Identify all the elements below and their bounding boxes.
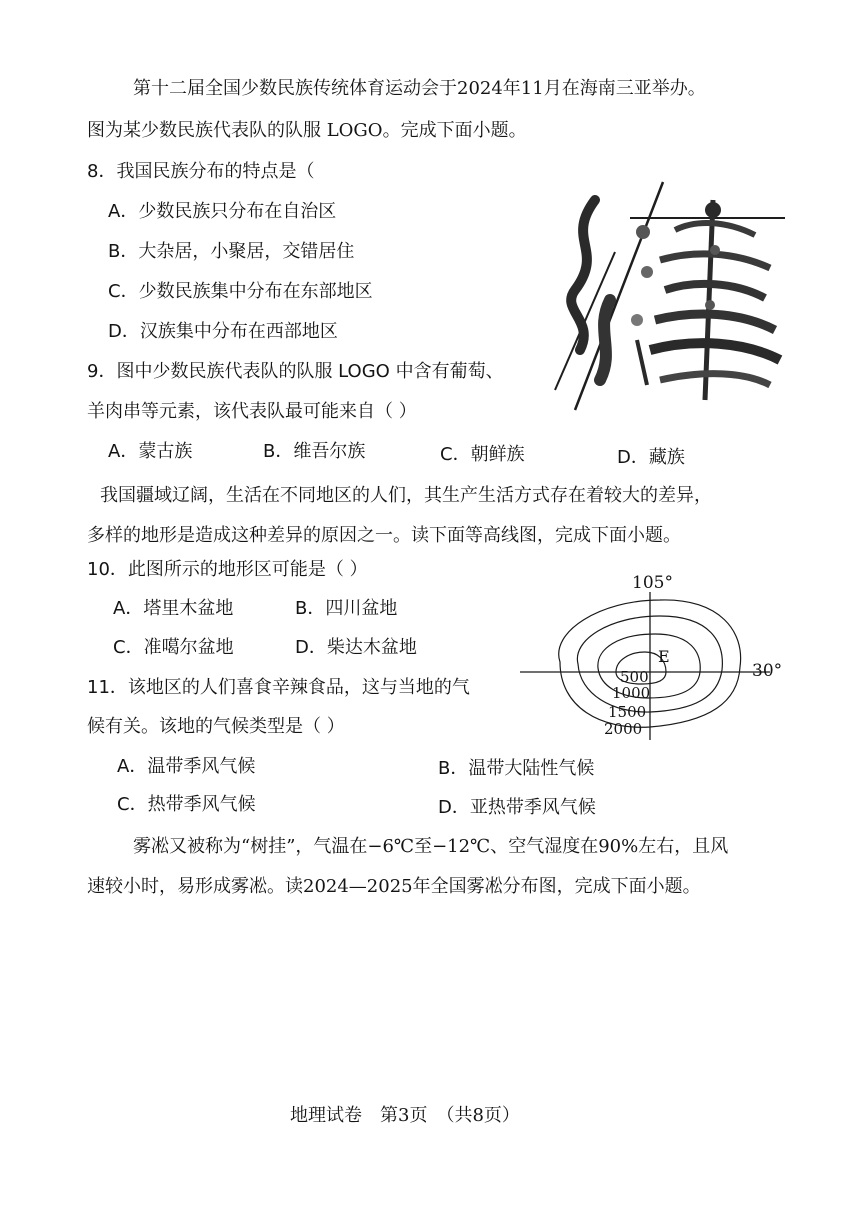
q11-option-a: A．温带季风气候 xyxy=(117,756,256,777)
q10-option-c: C．准噶尔盆地 xyxy=(113,637,234,658)
q10-option-d: D．柴达木盆地 xyxy=(295,637,417,658)
page-footer: 地理试卷 第3页 （共8页） xyxy=(290,1105,520,1126)
latitude-label: 30° xyxy=(752,661,783,681)
longitude-label: 105° xyxy=(632,573,673,593)
q11-option-b: B．温带大陆性气候 xyxy=(438,758,595,779)
contour-label-1000: 1000 xyxy=(612,684,651,702)
q8-option-a: A．少数民族只分布在自治区 xyxy=(108,201,337,222)
q10-option-a: A．塔里木盆地 xyxy=(113,598,234,619)
q9-stem-line1: 9．图中少数民族代表队的队服 LOGO 中含有葡萄、 xyxy=(87,361,504,382)
contour-label-1500: 1500 xyxy=(608,703,647,721)
intro1-line2: 图为某少数民族代表队的队服 LOGO。完成下面小题。 xyxy=(87,120,527,141)
point-e-label: E xyxy=(658,647,670,666)
contour-map xyxy=(520,572,790,742)
contour-label-2000: 2000 xyxy=(604,720,643,738)
q8-stem: 8．我国民族分布的特点是（ xyxy=(87,161,315,182)
team-logo-image xyxy=(555,180,785,410)
q8-option-b: B．大杂居，小聚居，交错居住 xyxy=(108,241,355,262)
intro1-line1: 第十二届全国少数民族传统体育运动会于2024年11月在海南三亚举办。 xyxy=(133,78,706,99)
q9-option-c: C．朝鲜族 xyxy=(440,444,525,465)
q11-option-d: D．亚热带季风气候 xyxy=(438,797,596,818)
q9-option-b: B．维吾尔族 xyxy=(263,441,366,462)
intro3-line1: 雾凇又被称为“树挂”，气温在−6℃至−12℃、空气湿度在90%左右，且风 xyxy=(133,836,729,857)
q11-stem-line2: 候有关。该地的气候类型是（ ） xyxy=(87,716,345,737)
q10-stem: 10．此图所示的地形区可能是（ ） xyxy=(87,559,368,580)
contour-label-500: 500 xyxy=(620,668,649,686)
q8-option-d: D．汉族集中分布在西部地区 xyxy=(108,321,338,342)
q11-option-c: C．热带季风气候 xyxy=(117,794,256,815)
q9-option-d: D．藏族 xyxy=(617,447,685,468)
q8-option-c: C．少数民族集中分布在东部地区 xyxy=(108,281,373,302)
q11-stem-line1: 11．该地区的人们喜食辛辣食品，这与当地的气 xyxy=(87,677,470,698)
intro2-line1: 我国疆域辽阔，生活在不同地区的人们，其生产生活方式存在着较大的差异， xyxy=(100,485,712,506)
q9-stem-line2: 羊肉串等元素，该代表队最可能来自（ ） xyxy=(87,401,417,422)
intro3-line2: 速较小时，易形成雾凇。读2024—2025年全国雾凇分布图，完成下面小题。 xyxy=(87,876,701,897)
q10-option-b: B．四川盆地 xyxy=(295,598,398,619)
q9-option-a: A．蒙古族 xyxy=(108,441,193,462)
intro2-line2: 多样的地形是造成这种差异的原因之一。读下面等高线图，完成下面小题。 xyxy=(87,525,681,546)
